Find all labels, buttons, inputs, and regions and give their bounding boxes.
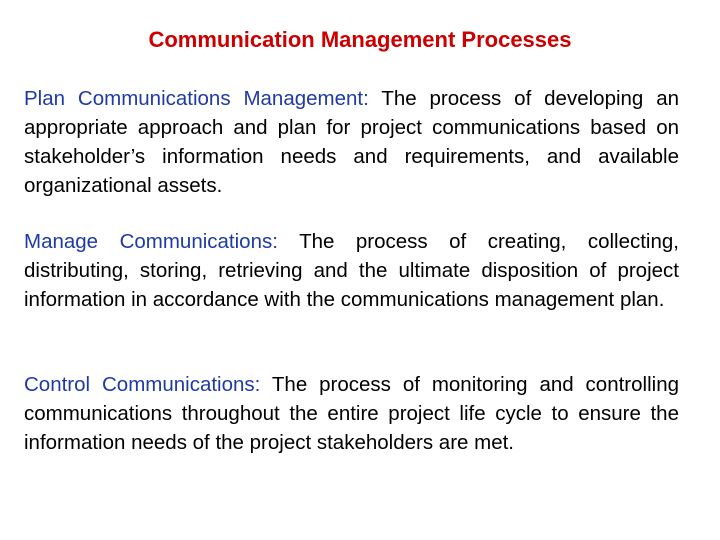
process-plan-communications	[24, 84, 679, 200]
process-term: Manage Communications:	[24, 230, 278, 253]
process-term: Control Communications:	[24, 373, 261, 396]
process-description: The process of creating, collecting, distributing, storing, retrieving and the ultimate disposition of project information in accordance with the communications management plan.	[24, 230, 679, 311]
process-manage-communications	[24, 227, 679, 314]
process-control-communications	[24, 370, 679, 457]
slide-title: Communication Management Processes	[148, 27, 572, 52]
process-description: The process of monitoring and controlling communications throughout the entire project life cycle to ensure the information needs of the project stakeholders are met.	[24, 373, 679, 454]
process-description: The process of developing an appropriate approach and plan for project communications based on stakeholder’s information needs and requirements, and available organizational assets.	[24, 87, 680, 197]
process-term: Plan Communications Management:	[24, 87, 369, 110]
